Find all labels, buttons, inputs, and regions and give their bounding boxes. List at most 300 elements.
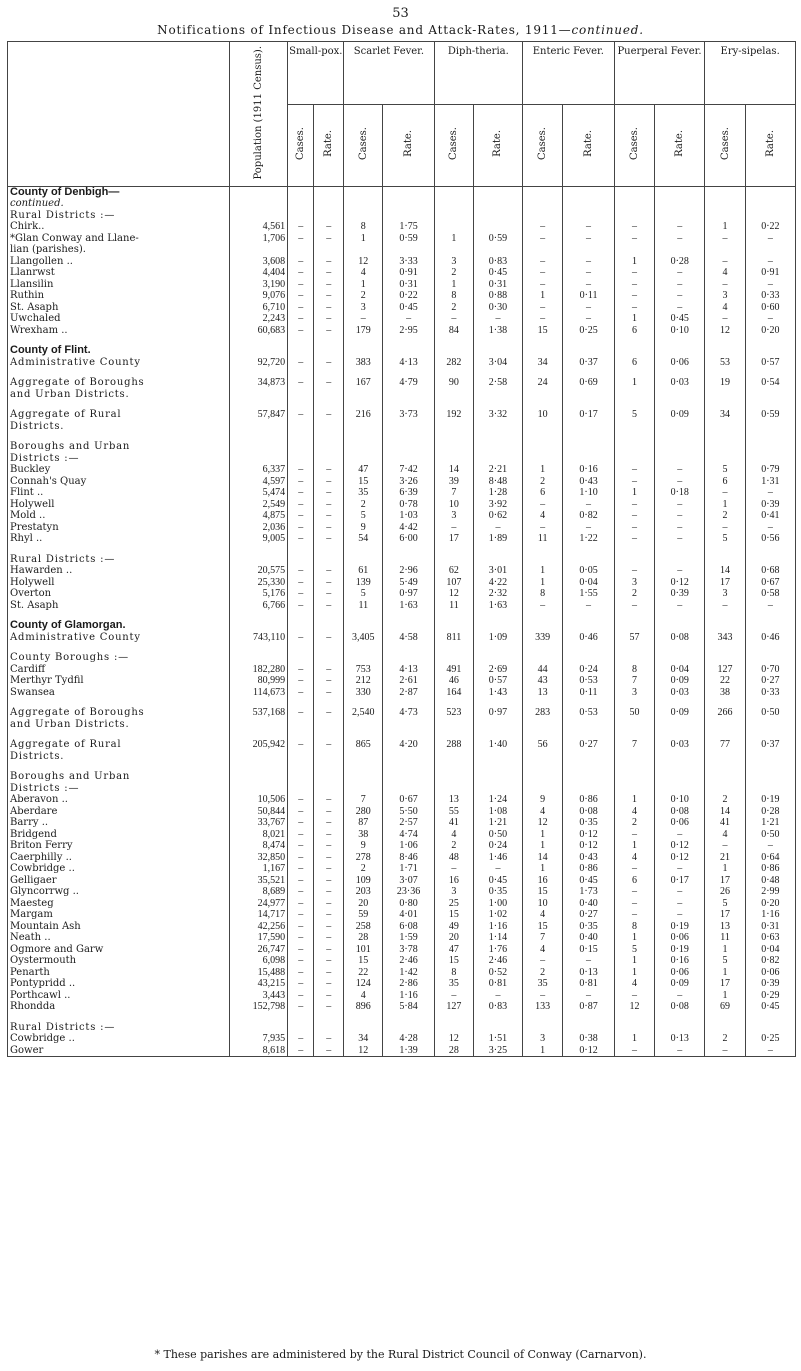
empty-cell bbox=[434, 421, 473, 433]
empty-cell bbox=[614, 620, 655, 632]
rate-cell: – bbox=[655, 898, 705, 910]
cases-cell: – bbox=[344, 313, 383, 325]
rate-cell: – bbox=[314, 487, 344, 499]
label-row bbox=[8, 652, 796, 664]
empty-cell bbox=[344, 620, 383, 632]
empty-cell bbox=[522, 1022, 563, 1034]
rate-cell: – bbox=[314, 632, 344, 644]
rate-cell: – bbox=[655, 499, 705, 511]
empty-cell bbox=[614, 554, 655, 566]
row-label: Chirk.. bbox=[8, 221, 230, 233]
cases-cell: 19 bbox=[705, 377, 746, 389]
cases-cell: 164 bbox=[434, 687, 473, 699]
empty-cell bbox=[474, 345, 523, 357]
cases-cell: 2 bbox=[434, 267, 473, 279]
cases-cell: 4 bbox=[522, 806, 563, 818]
empty-cell bbox=[655, 554, 705, 566]
empty-cell bbox=[745, 554, 795, 566]
rate-cell: 0·45 bbox=[474, 267, 523, 279]
rate-cell: 0·03 bbox=[655, 739, 705, 751]
rate-cell: 0·17 bbox=[563, 409, 614, 421]
rate-cell: 0·39 bbox=[745, 499, 795, 511]
rate-cell: – bbox=[563, 267, 614, 279]
cases-cell: – bbox=[288, 739, 314, 751]
cases-cell: – bbox=[614, 302, 655, 314]
empty-cell bbox=[383, 441, 434, 453]
empty-cell bbox=[383, 198, 434, 210]
empty-cell bbox=[434, 345, 473, 357]
rate-cell: 0·35 bbox=[474, 886, 523, 898]
empty-cell bbox=[522, 421, 563, 433]
cases-cell: – bbox=[288, 898, 314, 910]
table-row bbox=[8, 817, 796, 829]
rate-cell: – bbox=[655, 302, 705, 314]
cases-cell: – bbox=[614, 499, 655, 511]
rate-cell: 0·82 bbox=[563, 510, 614, 522]
population-cell: 152,798 bbox=[229, 1001, 287, 1013]
rate-cell: – bbox=[314, 675, 344, 687]
footnote: * These parishes are administered by the Rural District Council of Conway (Carnarvon). bbox=[154, 1348, 647, 1361]
rate-cell: 0·04 bbox=[745, 944, 795, 956]
cases-cell: 6 bbox=[614, 875, 655, 887]
empty-cell bbox=[522, 652, 563, 664]
rate-cell: 0·12 bbox=[655, 852, 705, 864]
rate-cell: 3·26 bbox=[383, 476, 434, 488]
rate-cell: 0·06 bbox=[745, 967, 795, 979]
empty-cell bbox=[314, 719, 344, 731]
rate-cell: 0·37 bbox=[745, 739, 795, 751]
rate-cell: – bbox=[474, 522, 523, 534]
cases-cell: 12 bbox=[522, 817, 563, 829]
row-label: Gelligaer bbox=[8, 875, 230, 887]
cases-cell: 3,405 bbox=[344, 632, 383, 644]
empty-cell bbox=[655, 652, 705, 664]
cases-cell: 16 bbox=[434, 875, 473, 887]
empty-cell bbox=[522, 620, 563, 632]
empty-cell bbox=[229, 783, 287, 795]
cases-cell: 90 bbox=[434, 377, 473, 389]
empty-cell bbox=[563, 210, 614, 222]
cases-cell: 491 bbox=[434, 664, 473, 676]
spacer-row bbox=[8, 730, 796, 739]
empty-cell bbox=[314, 751, 344, 763]
rate-cell: 0·57 bbox=[474, 675, 523, 687]
header-erysipelas: Ery-sipelas. bbox=[705, 42, 796, 105]
label-row bbox=[8, 441, 796, 453]
rate-cell: 0·13 bbox=[563, 967, 614, 979]
empty-cell bbox=[314, 210, 344, 222]
cases-cell: – bbox=[288, 279, 314, 291]
cases-cell: 16 bbox=[522, 875, 563, 887]
rate-cell: 3·04 bbox=[474, 357, 523, 369]
cases-cell: – bbox=[288, 533, 314, 545]
rate-cell: 4·42 bbox=[383, 522, 434, 534]
cases-cell: 1 bbox=[344, 233, 383, 245]
rate-cell: 0·31 bbox=[474, 279, 523, 291]
empty-cell bbox=[288, 389, 314, 401]
table-row bbox=[8, 840, 796, 852]
rate-cell: 3·07 bbox=[383, 875, 434, 887]
row-label: Rhyl .. bbox=[8, 533, 230, 545]
population-cell: 2,243 bbox=[229, 313, 287, 325]
cases-cell: 1 bbox=[705, 221, 746, 233]
empty-cell bbox=[383, 453, 434, 465]
empty-cell bbox=[314, 186, 344, 198]
rate-cell: 2·95 bbox=[383, 325, 434, 337]
header-scarlet-fever-rate: Rate. bbox=[383, 105, 434, 186]
empty-cell bbox=[655, 421, 705, 433]
rate-cell: 0·45 bbox=[655, 313, 705, 325]
rate-cell: – bbox=[563, 256, 614, 268]
empty-cell bbox=[344, 783, 383, 795]
population-cell: 4,875 bbox=[229, 510, 287, 522]
cases-cell: 343 bbox=[705, 632, 746, 644]
rate-cell: 0·83 bbox=[474, 1001, 523, 1013]
empty-cell bbox=[745, 620, 795, 632]
cases-cell: 43 bbox=[522, 675, 563, 687]
row-label: continued. bbox=[8, 198, 230, 210]
rate-cell: 0·24 bbox=[474, 840, 523, 852]
empty-cell bbox=[288, 652, 314, 664]
rate-cell: 0·06 bbox=[655, 932, 705, 944]
empty-cell bbox=[563, 441, 614, 453]
cases-cell: 38 bbox=[705, 687, 746, 699]
cases-cell: – bbox=[614, 533, 655, 545]
empty-cell bbox=[614, 441, 655, 453]
empty-cell bbox=[522, 771, 563, 783]
row-label: Ruthin bbox=[8, 290, 230, 302]
rate-cell: 4·20 bbox=[383, 739, 434, 751]
table-row bbox=[8, 1033, 796, 1045]
table-row bbox=[8, 886, 796, 898]
cases-cell: 4 bbox=[705, 302, 746, 314]
empty-cell bbox=[314, 453, 344, 465]
rate-cell: 0·45 bbox=[745, 1001, 795, 1013]
row-label: Mountain Ash bbox=[8, 921, 230, 933]
rate-cell: 4·73 bbox=[383, 707, 434, 719]
rate-cell: – bbox=[314, 533, 344, 545]
rate-cell: 2·99 bbox=[745, 886, 795, 898]
rate-cell: 5·49 bbox=[383, 577, 434, 589]
cases-cell: 17 bbox=[705, 875, 746, 887]
empty-cell bbox=[522, 345, 563, 357]
empty-cell bbox=[434, 652, 473, 664]
empty-cell bbox=[614, 345, 655, 357]
empty-cell bbox=[288, 719, 314, 731]
cases-cell: – bbox=[614, 990, 655, 1002]
empty-cell bbox=[434, 244, 473, 256]
population-cell: 80,999 bbox=[229, 675, 287, 687]
cases-cell: – bbox=[288, 687, 314, 699]
cases-cell: 10 bbox=[522, 898, 563, 910]
rate-cell: 0·45 bbox=[474, 875, 523, 887]
rate-cell: 0·97 bbox=[474, 707, 523, 719]
cases-cell: 28 bbox=[344, 932, 383, 944]
row-label: Llanrwst bbox=[8, 267, 230, 279]
row-label: Merthyr Tydfil bbox=[8, 675, 230, 687]
empty-cell bbox=[314, 620, 344, 632]
empty-cell bbox=[655, 244, 705, 256]
header-enteric-fever-cases: Cases. bbox=[522, 105, 563, 186]
cases-cell: – bbox=[522, 267, 563, 279]
cases-cell: 6 bbox=[522, 487, 563, 499]
cases-cell: 17 bbox=[434, 533, 473, 545]
cases-cell: 4 bbox=[614, 978, 655, 990]
population-cell: 20,575 bbox=[229, 565, 287, 577]
cases-cell: – bbox=[614, 233, 655, 245]
population-cell: 32,850 bbox=[229, 852, 287, 864]
cases-cell: 124 bbox=[344, 978, 383, 990]
empty-cell bbox=[745, 751, 795, 763]
rate-cell: 0·54 bbox=[745, 377, 795, 389]
rate-cell: – bbox=[563, 302, 614, 314]
cases-cell: 1 bbox=[614, 840, 655, 852]
table-row bbox=[8, 464, 796, 476]
cases-cell: 2 bbox=[705, 510, 746, 522]
rate-cell: 1·89 bbox=[474, 533, 523, 545]
row-label: Wrexham .. bbox=[8, 325, 230, 337]
row-label: Cowbridge .. bbox=[8, 863, 230, 875]
population-cell: 92,720 bbox=[229, 357, 287, 369]
empty-cell bbox=[229, 1022, 287, 1034]
row-label: Gower bbox=[8, 1045, 230, 1057]
rate-cell: 3·33 bbox=[383, 256, 434, 268]
rate-cell: 2·58 bbox=[474, 377, 523, 389]
empty-cell bbox=[563, 771, 614, 783]
population-cell: 3,443 bbox=[229, 990, 287, 1002]
spacer-row bbox=[8, 611, 796, 620]
empty-cell bbox=[288, 620, 314, 632]
cases-cell: 10 bbox=[522, 409, 563, 421]
empty-cell bbox=[474, 751, 523, 763]
empty-cell bbox=[614, 751, 655, 763]
empty-cell bbox=[705, 389, 746, 401]
empty-cell bbox=[344, 421, 383, 433]
row-label: Cowbridge .. bbox=[8, 1033, 230, 1045]
rate-cell: – bbox=[314, 898, 344, 910]
rate-cell: 6·08 bbox=[383, 921, 434, 933]
row-label: Prestatyn bbox=[8, 522, 230, 534]
cases-cell: – bbox=[288, 675, 314, 687]
empty-cell bbox=[614, 783, 655, 795]
rate-cell: 0·30 bbox=[474, 302, 523, 314]
row-label: County Boroughs :— bbox=[8, 652, 230, 664]
empty-cell bbox=[434, 186, 473, 198]
table-row bbox=[8, 739, 796, 751]
population-cell: 10,506 bbox=[229, 794, 287, 806]
cases-cell: 5 bbox=[705, 955, 746, 967]
row-label: Connah's Quay bbox=[8, 476, 230, 488]
heading-main: Notifications of Infectious Disease and Attack-Rates, 1911— bbox=[157, 23, 572, 37]
spacer-row bbox=[8, 432, 796, 441]
cases-cell: 13 bbox=[434, 794, 473, 806]
empty-cell bbox=[655, 719, 705, 731]
rate-cell: – bbox=[655, 886, 705, 898]
row-label: Buckley bbox=[8, 464, 230, 476]
table-row bbox=[8, 325, 796, 337]
rate-cell: 0·31 bbox=[383, 279, 434, 291]
cases-cell: 14 bbox=[705, 565, 746, 577]
rate-cell: 0·81 bbox=[474, 978, 523, 990]
empty-cell bbox=[705, 441, 746, 453]
header-diphtheria-cases: Cases. bbox=[434, 105, 473, 186]
header-population: Population (1911 Census). bbox=[229, 42, 287, 187]
cases-cell: 15 bbox=[522, 325, 563, 337]
rate-cell: – bbox=[655, 533, 705, 545]
empty-cell bbox=[522, 783, 563, 795]
population-cell: 6,337 bbox=[229, 464, 287, 476]
cases-cell: 11 bbox=[705, 932, 746, 944]
cases-cell: – bbox=[522, 955, 563, 967]
cases-cell: 62 bbox=[434, 565, 473, 577]
table-body bbox=[8, 186, 796, 1057]
cases-cell: 50 bbox=[614, 707, 655, 719]
empty-cell bbox=[614, 244, 655, 256]
cases-cell: – bbox=[614, 886, 655, 898]
cases-cell: – bbox=[434, 522, 473, 534]
rate-cell: – bbox=[655, 1045, 705, 1057]
cases-cell: – bbox=[522, 522, 563, 534]
header-puerperal-fever: Puerperal Fever. bbox=[614, 42, 705, 105]
empty-cell bbox=[383, 620, 434, 632]
empty-cell bbox=[745, 652, 795, 664]
cases-cell: 192 bbox=[434, 409, 473, 421]
rate-cell: – bbox=[314, 577, 344, 589]
row-label: Rural Districts :— bbox=[8, 1022, 230, 1034]
cases-cell: 11 bbox=[434, 600, 473, 612]
rate-cell: – bbox=[314, 325, 344, 337]
rate-cell: 0·16 bbox=[563, 464, 614, 476]
heading-italic: continued. bbox=[571, 23, 644, 37]
rate-cell: 0·81 bbox=[563, 978, 614, 990]
rate-cell: 0·16 bbox=[655, 955, 705, 967]
cases-cell: 1 bbox=[705, 863, 746, 875]
rate-cell: 0·06 bbox=[655, 817, 705, 829]
rate-cell: 0·33 bbox=[745, 290, 795, 302]
rate-cell: – bbox=[655, 464, 705, 476]
empty-cell bbox=[314, 783, 344, 795]
cases-cell: – bbox=[705, 256, 746, 268]
header-diphtheria: Diph-theria. bbox=[434, 42, 522, 105]
empty-cell bbox=[434, 453, 473, 465]
cases-cell bbox=[434, 221, 473, 233]
empty-cell bbox=[288, 783, 314, 795]
row-label: Aggregate of Boroughs bbox=[8, 707, 230, 719]
rate-cell: 0·97 bbox=[383, 588, 434, 600]
header-smallpox-cases: Cases. bbox=[288, 105, 314, 186]
empty-cell bbox=[288, 453, 314, 465]
rate-cell: 0·53 bbox=[563, 675, 614, 687]
cases-cell: – bbox=[522, 990, 563, 1002]
rate-cell: 0·64 bbox=[745, 852, 795, 864]
empty-cell bbox=[314, 652, 344, 664]
rate-cell: 1·16 bbox=[474, 921, 523, 933]
cases-cell: 46 bbox=[434, 675, 473, 687]
cases-cell: 17 bbox=[705, 577, 746, 589]
cases-cell: 22 bbox=[705, 675, 746, 687]
population-cell: 4,404 bbox=[229, 267, 287, 279]
rate-cell: 0·86 bbox=[563, 863, 614, 875]
cases-cell: 6 bbox=[614, 357, 655, 369]
rate-cell: 0·56 bbox=[745, 533, 795, 545]
cases-cell: – bbox=[705, 1045, 746, 1057]
rate-cell: 1·31 bbox=[745, 476, 795, 488]
rate-cell: 0·19 bbox=[655, 921, 705, 933]
cases-cell: – bbox=[522, 302, 563, 314]
rate-cell: 1·63 bbox=[383, 600, 434, 612]
cases-cell: 61 bbox=[344, 565, 383, 577]
cases-cell: 6 bbox=[705, 476, 746, 488]
cases-cell: 2 bbox=[434, 302, 473, 314]
rate-cell bbox=[474, 221, 523, 233]
rate-cell: 0·88 bbox=[474, 290, 523, 302]
rate-cell: 0·68 bbox=[745, 565, 795, 577]
empty-cell bbox=[705, 421, 746, 433]
empty-cell bbox=[344, 751, 383, 763]
empty-cell bbox=[474, 620, 523, 632]
population-cell: 33,767 bbox=[229, 817, 287, 829]
rate-cell: – bbox=[655, 476, 705, 488]
empty-cell bbox=[705, 1022, 746, 1034]
cases-cell: 35 bbox=[522, 978, 563, 990]
table-row bbox=[8, 794, 796, 806]
empty-cell bbox=[563, 652, 614, 664]
rate-cell: – bbox=[655, 565, 705, 577]
cases-cell: – bbox=[434, 863, 473, 875]
cases-cell: 1 bbox=[434, 279, 473, 291]
rate-cell: 8·48 bbox=[474, 476, 523, 488]
cases-cell: 278 bbox=[344, 852, 383, 864]
cases-cell: 4 bbox=[705, 829, 746, 841]
empty-cell bbox=[434, 554, 473, 566]
rate-cell: 0·24 bbox=[563, 664, 614, 676]
cases-cell: 101 bbox=[344, 944, 383, 956]
empty-cell bbox=[705, 771, 746, 783]
spacer-row bbox=[8, 368, 796, 377]
population-cell: 34,873 bbox=[229, 377, 287, 389]
population-cell: 25,330 bbox=[229, 577, 287, 589]
rate-cell: – bbox=[474, 313, 523, 325]
row-label: Flint .. bbox=[8, 487, 230, 499]
row-label: Rhondda bbox=[8, 1001, 230, 1013]
cases-cell: 1 bbox=[614, 256, 655, 268]
cases-cell: 1 bbox=[705, 499, 746, 511]
empty-cell bbox=[522, 719, 563, 731]
rate-cell: 8·46 bbox=[383, 852, 434, 864]
rate-cell: 0·12 bbox=[655, 840, 705, 852]
empty-cell bbox=[288, 554, 314, 566]
rate-cell: 0·46 bbox=[745, 632, 795, 644]
cases-cell: – bbox=[522, 279, 563, 291]
rate-cell: 0·25 bbox=[563, 325, 614, 337]
empty-cell bbox=[655, 1022, 705, 1034]
empty-cell bbox=[563, 751, 614, 763]
empty-cell bbox=[522, 244, 563, 256]
rate-cell: 0·46 bbox=[563, 632, 614, 644]
empty-cell bbox=[344, 1022, 383, 1034]
empty-cell bbox=[474, 453, 523, 465]
empty-cell bbox=[434, 210, 473, 222]
cases-cell: 3 bbox=[614, 687, 655, 699]
population-cell: 43,215 bbox=[229, 978, 287, 990]
rate-cell: 0·86 bbox=[745, 863, 795, 875]
empty-cell bbox=[229, 751, 287, 763]
cases-cell: 24 bbox=[522, 377, 563, 389]
empty-cell bbox=[229, 244, 287, 256]
rate-cell: 2·87 bbox=[383, 687, 434, 699]
rate-cell: 1·42 bbox=[383, 967, 434, 979]
cases-cell: 179 bbox=[344, 325, 383, 337]
